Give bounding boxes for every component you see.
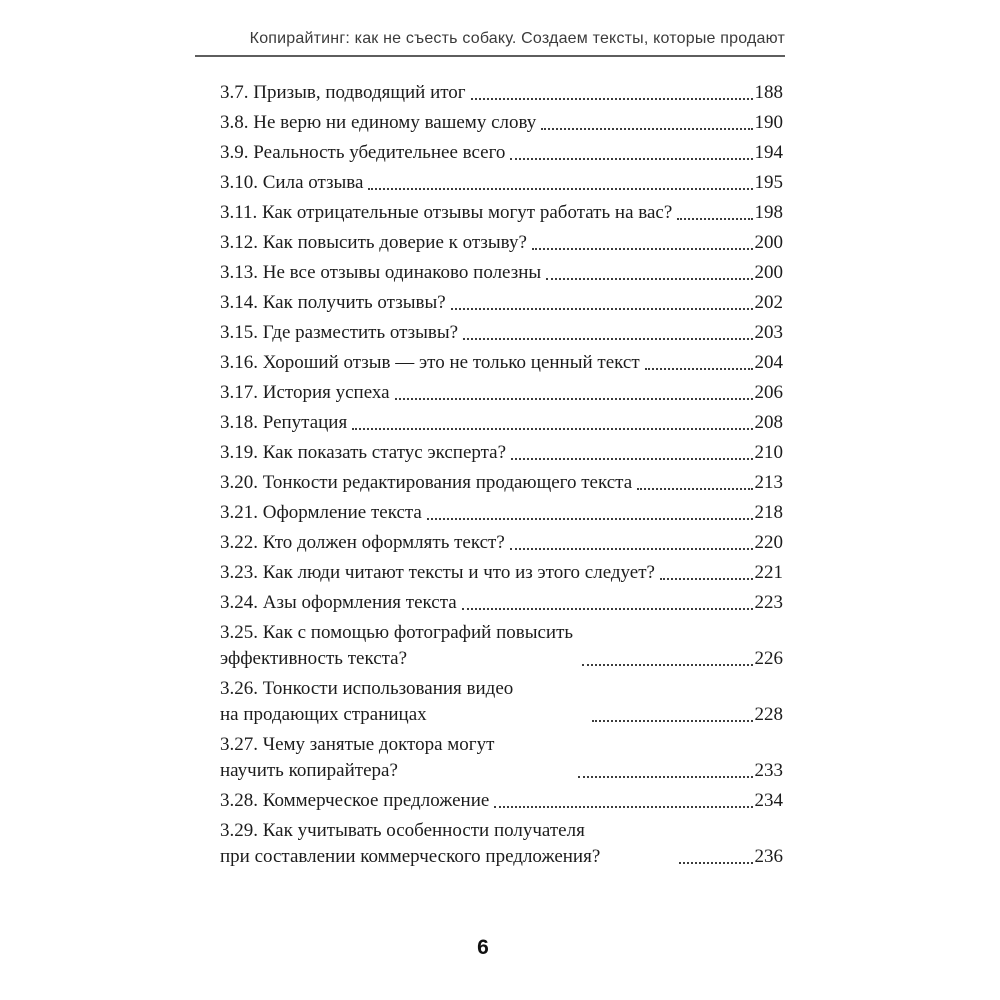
toc-entry-title: 3.11. Как отрицательные отзывы могут работать на вас?	[220, 202, 673, 223]
toc-entry-title: на продающих страницах	[220, 704, 427, 725]
toc-entry-line	[220, 758, 783, 784]
toc-entry-title: 3.27. Чему занятые доктора могут	[220, 734, 495, 755]
toc-page-number: 194	[754, 142, 783, 163]
toc-entry	[220, 788, 783, 814]
toc-page-number: 218	[754, 502, 783, 523]
toc-entry-title: 3.9. Реальность убедительнее всего	[220, 142, 506, 163]
toc-page-number: 234	[754, 790, 783, 811]
toc-entry-line	[220, 788, 783, 814]
toc-entry	[220, 170, 783, 196]
toc-entry-line	[220, 530, 783, 556]
dot-leader	[494, 806, 752, 808]
toc-entry	[220, 590, 783, 616]
dot-leader	[637, 488, 752, 490]
toc-entry-line	[220, 590, 783, 616]
toc-entry-line	[220, 110, 783, 136]
toc-entry-title: 3.7. Призыв, подводящий итог	[220, 82, 466, 103]
toc-entry	[220, 110, 783, 136]
toc-page-number: 195	[754, 172, 783, 193]
dot-leader	[427, 518, 753, 520]
toc-entry-title: 3.25. Как с помощью фотографий повысить	[220, 622, 574, 643]
toc-entry-title: 3.21. Оформление текста	[220, 502, 422, 523]
toc-page-number: 200	[754, 262, 783, 283]
toc-entry-title: 3.28. Коммерческое предложение	[220, 790, 490, 811]
toc-entry-line	[220, 140, 783, 166]
toc-entry	[220, 230, 783, 256]
toc-entry-line	[220, 80, 783, 106]
toc-entry-title: 3.20. Тонкости редактирования продающего текста	[220, 472, 633, 493]
toc-entry-title: 3.17. История успеха	[220, 382, 390, 403]
dot-leader	[471, 98, 753, 100]
dot-leader	[352, 428, 752, 430]
toc-page-number: 236	[754, 846, 783, 867]
toc-entry-title: 3.22. Кто должен оформлять текст?	[220, 532, 505, 553]
toc-entry-line	[220, 844, 783, 870]
toc-page-number: 226	[754, 648, 783, 669]
dot-leader	[368, 188, 752, 190]
toc-entry-title: 3.12. Как повысить доверие к отзыву?	[220, 232, 527, 253]
toc-page-number: 190	[754, 112, 783, 133]
toc-entry-line	[220, 350, 783, 376]
toc-entry	[220, 260, 783, 286]
toc-entry-title: 3.26. Тонкости использования видео	[220, 678, 514, 699]
toc-entry	[220, 320, 783, 346]
toc-entry-title: 3.10. Сила отзыва	[220, 172, 364, 193]
toc-entry-title: 3.23. Как люди читают тексты и что из этого следует?	[220, 562, 655, 583]
page-folio: 6	[477, 936, 489, 959]
toc-page-number: 188	[754, 82, 783, 103]
toc-page-number: 206	[754, 382, 783, 403]
toc-page-number: 200	[754, 232, 783, 253]
toc-entry-line	[220, 440, 783, 466]
toc-entry-title: при составлении коммерческого предложения?	[220, 846, 601, 867]
running-header: Копирайтинг: как не съесть собаку. Создаем тексты, которые продают	[195, 30, 785, 57]
toc-entry-line	[220, 230, 783, 256]
toc-entry-title: 3.19. Как показать статус эксперта?	[220, 442, 507, 463]
toc-entry-title: 3.16. Хороший отзыв — это не только ценный текст	[220, 352, 640, 373]
toc-entry	[220, 80, 783, 106]
toc-entry-line	[220, 560, 783, 586]
toc-entry-title: 3.29. Как учитывать особенности получателя	[220, 820, 585, 841]
toc-entry	[220, 200, 783, 226]
dot-leader	[578, 776, 753, 778]
toc-page-number: 233	[754, 760, 784, 781]
dot-leader	[511, 458, 752, 460]
toc-entry-line	[220, 702, 783, 728]
dot-leader	[462, 608, 753, 610]
toc-entry	[220, 290, 783, 316]
toc-entry-title: 3.14. Как получить отзывы?	[220, 292, 446, 313]
toc-entry	[220, 500, 783, 526]
toc-entry-line	[220, 410, 783, 436]
toc-entry-line	[220, 500, 783, 526]
dot-leader	[645, 368, 753, 370]
dot-leader	[582, 664, 752, 666]
toc-page-number: 210	[754, 442, 783, 463]
toc-page-number: 203	[754, 322, 783, 343]
dot-leader	[546, 278, 752, 280]
toc-entry-title: 3.18. Репутация	[220, 412, 348, 433]
toc-entry	[220, 530, 783, 556]
toc-page-number: 204	[754, 352, 783, 373]
toc-entry-line	[220, 290, 783, 316]
dot-leader	[451, 308, 753, 310]
toc-page-number: 202	[754, 292, 783, 313]
toc-entry	[220, 620, 783, 672]
toc-entry-line	[220, 732, 783, 758]
toc-entry-title: 3.15. Где разместить отзывы?	[220, 322, 459, 343]
toc-page-number: 213	[754, 472, 783, 493]
toc-page-number: 221	[754, 562, 783, 583]
toc-entry-line	[220, 676, 783, 702]
toc-entry-title: научить копирайтера?	[220, 760, 398, 781]
toc-entry	[220, 140, 783, 166]
toc-entry-line	[220, 470, 783, 496]
toc-entry-title: 3.8. Не верю ни единому вашему слову	[220, 112, 537, 133]
toc-entry	[220, 350, 783, 376]
toc-page-number: 220	[754, 532, 783, 553]
toc-entry-title: 3.13. Не все отзывы одинаково полезны	[220, 262, 542, 283]
toc-entry-line	[220, 170, 783, 196]
toc-entry	[220, 676, 783, 728]
toc-entry-title: эффективность текста?	[220, 648, 408, 669]
toc-entry-line	[220, 620, 783, 646]
dot-leader	[532, 248, 753, 250]
dot-leader	[395, 398, 753, 400]
toc-page-number: 208	[754, 412, 783, 433]
toc-entry-title: 3.24. Азы оформления текста	[220, 592, 457, 613]
dot-leader	[592, 720, 752, 722]
toc-entry-line	[220, 200, 783, 226]
dot-leader	[660, 578, 753, 580]
dot-leader	[679, 862, 753, 864]
dot-leader	[677, 218, 752, 220]
toc-entry	[220, 560, 783, 586]
toc-list	[220, 80, 783, 874]
toc-page-number: 223	[754, 592, 783, 613]
toc-page-number: 198	[754, 202, 783, 223]
dot-leader	[463, 338, 752, 340]
toc-entry	[220, 470, 783, 496]
toc-entry	[220, 380, 783, 406]
dot-leader	[510, 548, 753, 550]
toc-page-number: 228	[754, 704, 783, 725]
toc-entry-line	[220, 260, 783, 286]
toc-entry	[220, 410, 783, 436]
toc-entry-line	[220, 320, 783, 346]
dot-leader	[510, 158, 752, 160]
toc-entry	[220, 440, 783, 466]
dot-leader	[541, 128, 752, 130]
toc-entry-line	[220, 818, 783, 844]
toc-entry	[220, 818, 783, 870]
toc-entry-line	[220, 646, 783, 672]
toc-entry-line	[220, 380, 783, 406]
toc-entry	[220, 732, 783, 784]
